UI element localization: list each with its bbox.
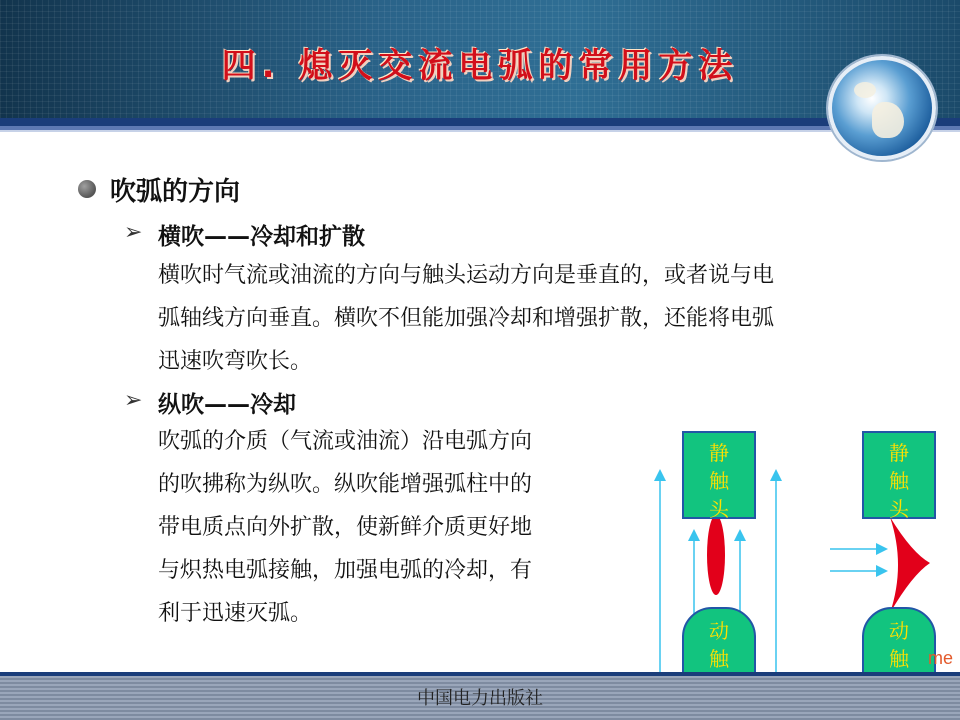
corner-logo-text: me	[928, 648, 954, 668]
arrow-bullet-icon: ➢	[124, 388, 143, 413]
static-contact-left	[682, 431, 756, 519]
section-heading: 吹弧的方向	[110, 177, 241, 207]
text-line: 利于迅速灭弧。	[158, 601, 313, 626]
publisher-label: 中国电力出版社	[417, 688, 543, 709]
text-line: 吹弧的介质（气流或油流）沿电弧方向	[158, 429, 533, 454]
text-line: 横吹时气流或油流的方向与触头运动方向是垂直的，或者说与电	[158, 263, 775, 288]
slide-title: 四. 熄灭交流电弧的常用方法	[221, 46, 739, 86]
bullet-icon	[78, 180, 96, 198]
footer-divider	[0, 672, 960, 676]
moving-contact-label: 动触	[709, 619, 729, 671]
moving-contact-label: 动触	[889, 619, 909, 671]
static-contact-right	[862, 431, 936, 519]
header-divider	[0, 130, 960, 132]
text-line: 与炽热电弧接触，加强电弧的冷却，有	[158, 558, 533, 583]
text-line: 的吹拂称为纵吹。纵吹能增强弧柱中的	[158, 472, 533, 497]
paragraph-axialblast	[158, 420, 532, 635]
electric-arc	[890, 517, 930, 613]
subsection-title-crossblast: 横吹——冷却和扩散	[158, 224, 365, 250]
subsection-title-axialblast: 纵吹——冷却	[158, 392, 296, 418]
paragraph-crossblast	[158, 254, 774, 383]
text-line: 迅速吹弯吹长。	[158, 349, 313, 374]
arrow-bullet-icon: ➢	[124, 220, 143, 245]
text-line: 弧轴线方向垂直。横吹不但能加强冷却和增强扩散，还能将电弧	[158, 306, 775, 331]
globe-icon	[828, 56, 936, 160]
electric-arc	[707, 515, 725, 595]
text-line: 带电质点向外扩散，使新鲜介质更好地	[158, 515, 533, 540]
static-contact-label: 静触头	[709, 441, 729, 521]
header-divider	[0, 118, 960, 126]
static-contact-label: 静触头	[889, 441, 909, 521]
